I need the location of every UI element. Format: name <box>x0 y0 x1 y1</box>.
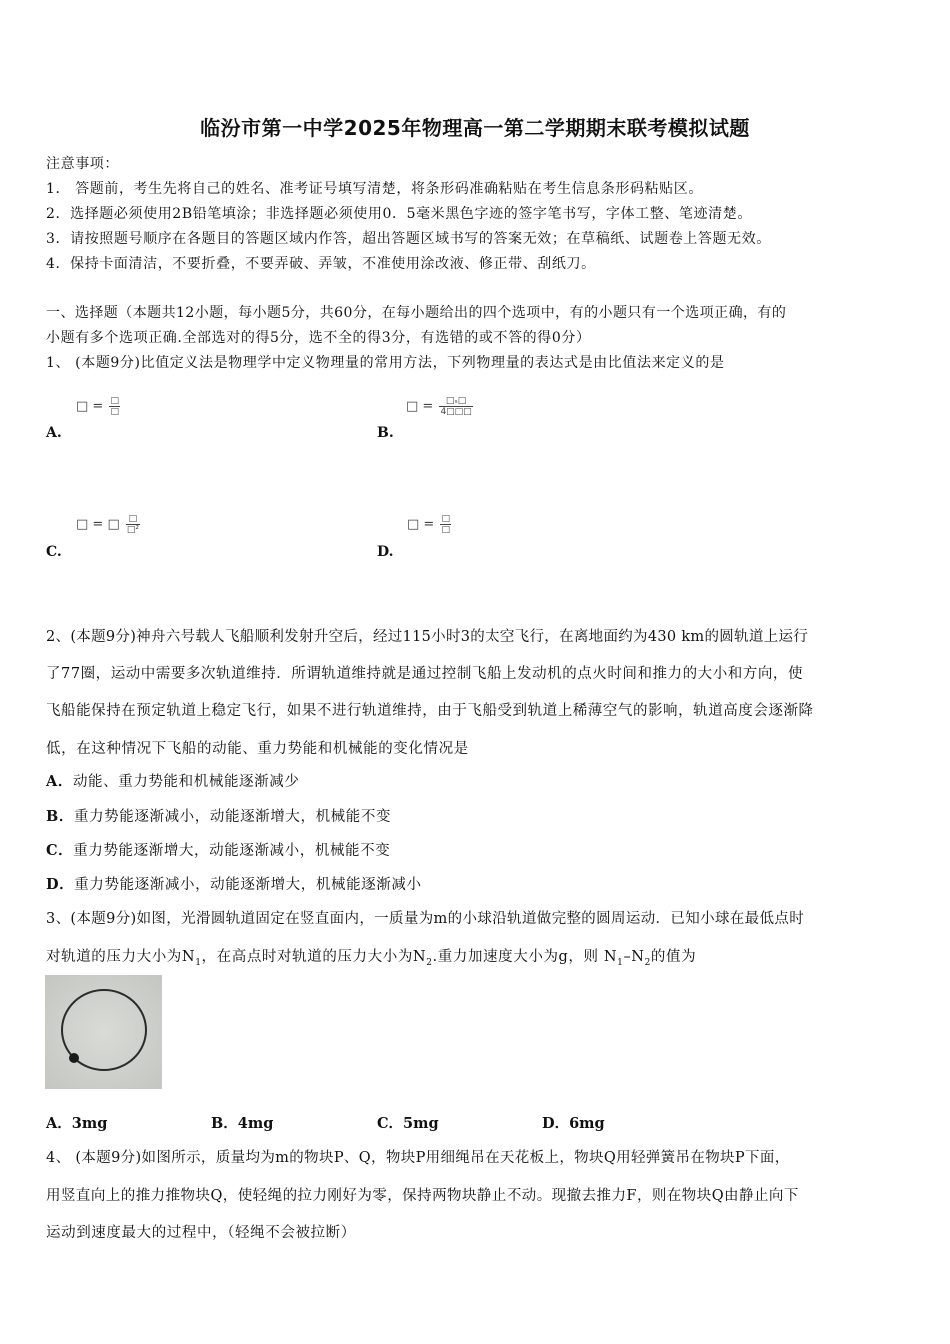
notice-heading: 注意事项： <box>46 156 119 172</box>
notice-item-1: 1． 答题前，考生先将自己的姓名、准考证号填写清楚，将条形码准确粘贴在考生信息条形码粘贴区。 <box>46 181 703 197</box>
option-text: 5mg <box>403 1115 439 1132</box>
fraction-denominator: □ <box>441 525 450 535</box>
q1-option-c-label: C. <box>46 544 62 560</box>
notice-item-3: 3．请按照题号顺序在各题目的答题区域内作答，超出答题区域书写的答案无效；在草稿纸、试题卷上答题无效。 <box>46 231 771 247</box>
fraction-numerator: □ₛ□ <box>439 396 472 407</box>
option-text: 4mg <box>237 1115 274 1132</box>
q2-option-d <box>46 873 422 894</box>
formula-lhs: □ = <box>407 517 435 532</box>
q3-option-c <box>377 1112 439 1133</box>
q1-formula-c <box>76 514 140 535</box>
q3-text: –N <box>623 949 645 965</box>
q1-formula-b <box>406 396 473 417</box>
formula-lhs: □ = <box>76 399 104 414</box>
q1-option-d-label: D. <box>377 544 394 560</box>
q3-line-1: 3、(本题9分)如图，光滑圆轨道固定在竖直面内，一质量为m的小球沿轨道做完整的圆周运动．已知小球在最低点时 <box>46 911 805 927</box>
q3-text: 对轨道的压力大小为N <box>46 949 196 965</box>
notice-item-4: 4．保持卡面清洁，不要折叠，不要弄破、弄皱，不准使用涂改液、修正带、刮纸刀。 <box>46 256 596 272</box>
q1-option-b-label: B. <box>377 425 394 441</box>
subscript: 1 <box>617 957 624 968</box>
circular-track-figure <box>45 975 162 1089</box>
q3-option-a <box>46 1112 107 1133</box>
q3-option-b <box>211 1112 273 1133</box>
option-label: C． <box>46 842 74 859</box>
notice-item-2: 2．选择题必须使用2B铅笔填涂；非选择题必须使用0．5毫米黑色字迹的签字笔书写，字体工整、笔迹清楚。 <box>46 206 752 222</box>
option-text: 动能、重力势能和机械能逐渐减少 <box>72 774 300 790</box>
option-label: D． <box>542 1115 570 1132</box>
q1-stem: 1、 (本题9分)比值定义法是物理学中定义物理量的常用方法，下列物理量的表达式是由比值法来定义的是 <box>46 355 725 371</box>
option-label: A． <box>46 773 73 790</box>
option-label: B． <box>211 1115 238 1132</box>
q2-line-2: 了77圈，运动中需要多次轨道维持．所谓轨道维持就是通过控制飞船上发动机的点火时间和推力的大小和方向，使 <box>46 666 803 682</box>
formula-lhs: □ = <box>406 399 434 414</box>
fraction-numerator: □ <box>110 396 119 406</box>
option-label: B． <box>46 808 74 825</box>
q3-option-d <box>542 1112 605 1133</box>
q4-line-3: 运动到速度最大的过程中，（轻绳不会被拉断） <box>46 1225 356 1241</box>
option-label: A． <box>46 1115 72 1132</box>
q3-text: .重力加速度大小为g，则 N <box>432 949 618 965</box>
q4-line-1: 4、 (本题9分)如图所示，质量均为m的物块P、Q，物块P用细绳吊在天花板上，物块Q用轻弹簧吊在物块P下面， <box>46 1150 790 1166</box>
q1-formula-d <box>407 514 451 535</box>
page-title: 临汾市第一中学2025年物理高一第二学期期末联考模拟试题 <box>200 116 750 140</box>
fraction-numerator: □ <box>441 514 450 524</box>
q2-option-a <box>46 770 299 791</box>
option-text: 重力势能逐渐减小，动能逐渐增大，机械能不变 <box>73 809 392 825</box>
fraction-denominator: □ <box>110 407 119 417</box>
formula-lhs: □ = □ <box>76 517 120 532</box>
q2-line-4: 低，在这种情况下飞船的动能、重力势能和机械能的变化情况是 <box>46 741 469 757</box>
section-header-line-1: 一、选择题（本题共12小题，每小题5分，共60分，在每小题给出的四个选项中，有的小题只有一个选项正确，有的 <box>46 305 787 321</box>
q4-line-2: 用竖直向上的推力推物块Q，使轻绳的拉力刚好为零，保持两物块静止不动。现撤去推力F，则在物块Q由静止向下 <box>46 1188 799 1204</box>
option-text: 6mg <box>569 1115 605 1132</box>
q2-option-c <box>46 839 390 860</box>
q3-text: ，在高点时对轨道的压力大小为N <box>201 949 427 965</box>
q1-option-a-label: A. <box>46 425 62 441</box>
option-text: 重力势能逐渐减小，动能逐渐增大，机械能逐渐减小 <box>74 877 422 893</box>
q2-line-3: 飞船能保持在预定轨道上稳定飞行，如果不进行轨道维持，由于飞船受到轨道上稀薄空气的影响，轨道高度会逐渐降 <box>46 703 814 719</box>
subscript: 2 <box>644 957 651 968</box>
subscript: 1 <box>195 957 202 968</box>
fraction-denominator: □² <box>126 525 139 535</box>
subscript: 2 <box>426 957 433 968</box>
option-label: D． <box>46 876 75 893</box>
section-header-line-2: 小题有多个选项正确.全部选对的得5分，选不全的得3分，有选错的或不答的得0分） <box>46 330 591 346</box>
option-text: 重力势能逐渐增大，动能逐渐减小，机械能不变 <box>73 843 391 859</box>
option-text: 3mg <box>71 1115 108 1132</box>
q3-text: 的值为 <box>650 949 697 965</box>
q3-line-2 <box>46 945 696 968</box>
fraction-numerator: □ <box>126 514 140 525</box>
q2-option-b <box>46 805 391 826</box>
option-label: C． <box>377 1115 404 1132</box>
fraction-denominator: 4□□□ <box>440 407 472 417</box>
q2-line-1: 2、(本题9分)神舟六号载人飞船顺利发射升空后，经过115小时3的太空飞行，在离地面约为430 km的圆轨道上运行 <box>46 629 809 645</box>
q1-formula-a <box>76 396 120 417</box>
